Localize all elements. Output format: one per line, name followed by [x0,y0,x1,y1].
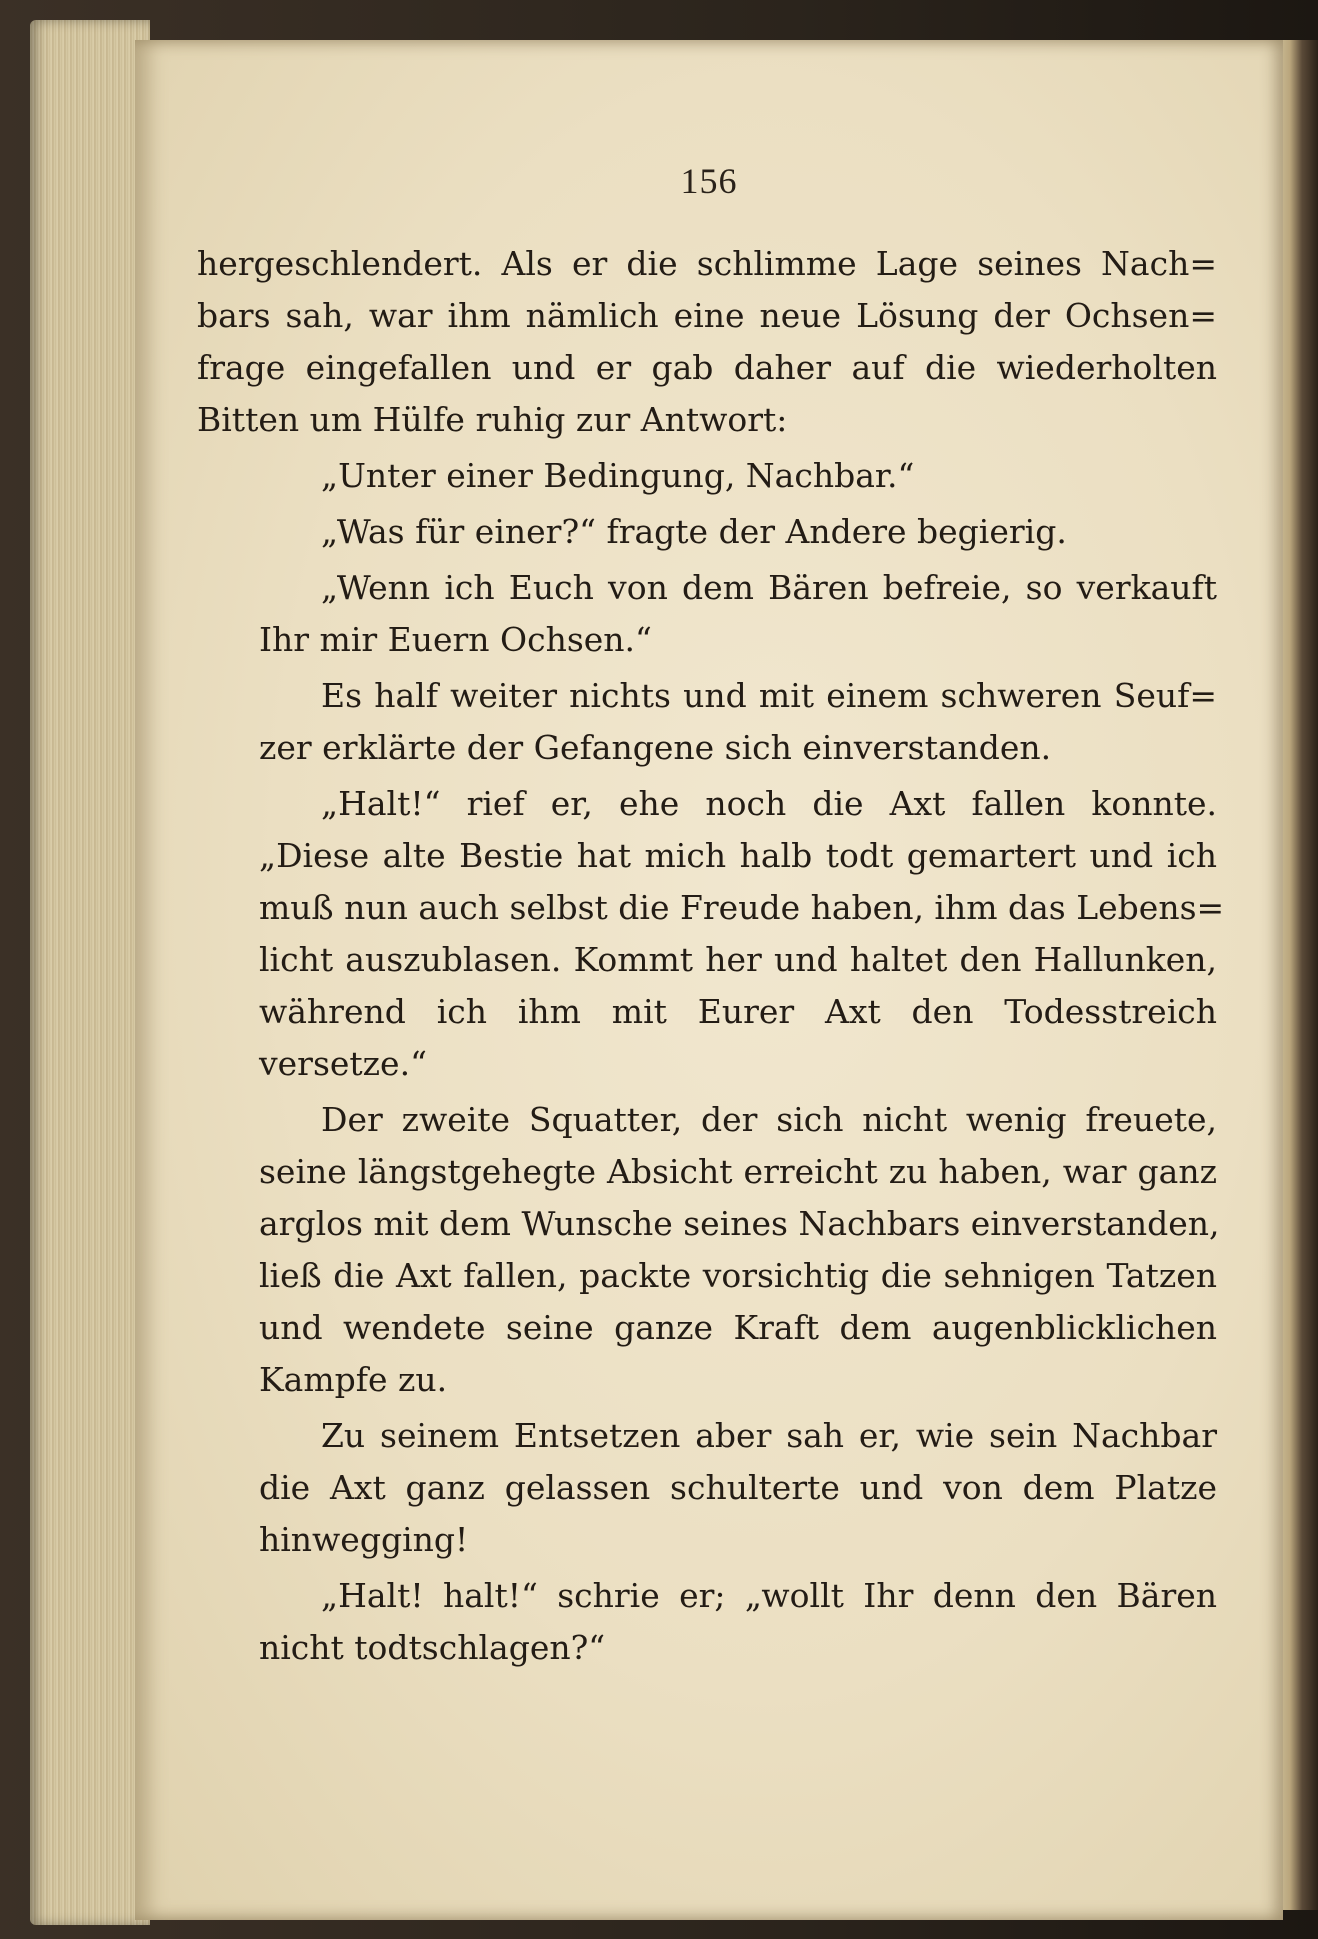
text-line: Der zweite Squatter, der sich nicht wenig freuete, [321,1100,1217,1139]
text-line: seine längstgehegte Absicht erreicht zu haben, war ganz [259,1152,1217,1191]
book-page-edges [30,20,150,1925]
text-line: hinwegging! [259,1520,469,1559]
paragraph [197,670,1217,774]
text-line: bars sah, war ihm nämlich eine neue Lösung der Ochsen= [197,296,1217,335]
paragraph [197,778,1225,1090]
text-line: Kampfe zu. [259,1360,448,1399]
paragraph [197,1410,1217,1566]
text-line: zer erklärte der Gefangene sich einverstanden. [259,728,1052,767]
text-line: nicht todtschlagen?“ [259,1628,606,1667]
text-line: „Halt! halt!“ schrie er; „wollt Ihr denn den Bären [321,1576,1217,1615]
text-line: versetze.“ [259,1044,427,1083]
text-line: „Halt!“ rief er, ehe noch die Axt fallen konnte. [321,784,1217,823]
page-number: 156 [680,161,738,201]
text-line: arglos mit dem Wunsche seines Nachbars einverstanden, [259,1204,1220,1243]
text-line: Ihr mir Euern Ochsen.“ [259,620,652,659]
text-line: ließ die Axt fallen, packte vorsichtig die sehnigen Tatzen [259,1256,1217,1295]
text-line: Bitten um Hülfe ruhig zur Antwort: [197,400,788,439]
paragraph [197,450,1217,502]
text-line: „Wenn ich Euch von dem Bären befreie, so verkauft [321,568,1217,607]
text-line: und wendete seine ganze Kraft dem augenblicklichen [259,1308,1217,1347]
text-line: „Diese alte Bestie hat mich halb todt gemartert und ich [259,836,1217,875]
text-line: „Was für einer?“ fragte der Andere begierig. [321,512,1067,551]
text-line: frage eingefallen und er gab daher auf die wiederholten [197,348,1217,387]
text-line: hergeschlendert. Als er die schlimme Lage seines Nach= [197,244,1217,283]
text-line: muß nun auch selbst die Freude haben, ihm das Lebens= [259,888,1225,927]
text-line: die Axt ganz gelassen schulterte und von dem Platze [259,1468,1217,1507]
text-line: während ich ihm mit Eurer Axt den Todesstreich [259,992,1217,1031]
text-line: Es half weiter nichts und mit einem schweren Seuf= [321,676,1217,715]
text-line: „Unter einer Bedingung, Nachbar.“ [321,456,915,495]
text-line: Zu seinem Entsetzen aber sah er, wie sein Nachbar [321,1416,1217,1455]
book-right-edge [1278,40,1318,1910]
paragraph [197,238,1217,446]
paragraph [197,1570,1217,1674]
page-text [197,238,1225,1678]
paragraph [197,1094,1220,1406]
text-line: licht auszublasen. Kommt her und haltet den Hallunken, [259,940,1217,979]
paragraph [197,562,1217,666]
paragraph [197,506,1217,558]
